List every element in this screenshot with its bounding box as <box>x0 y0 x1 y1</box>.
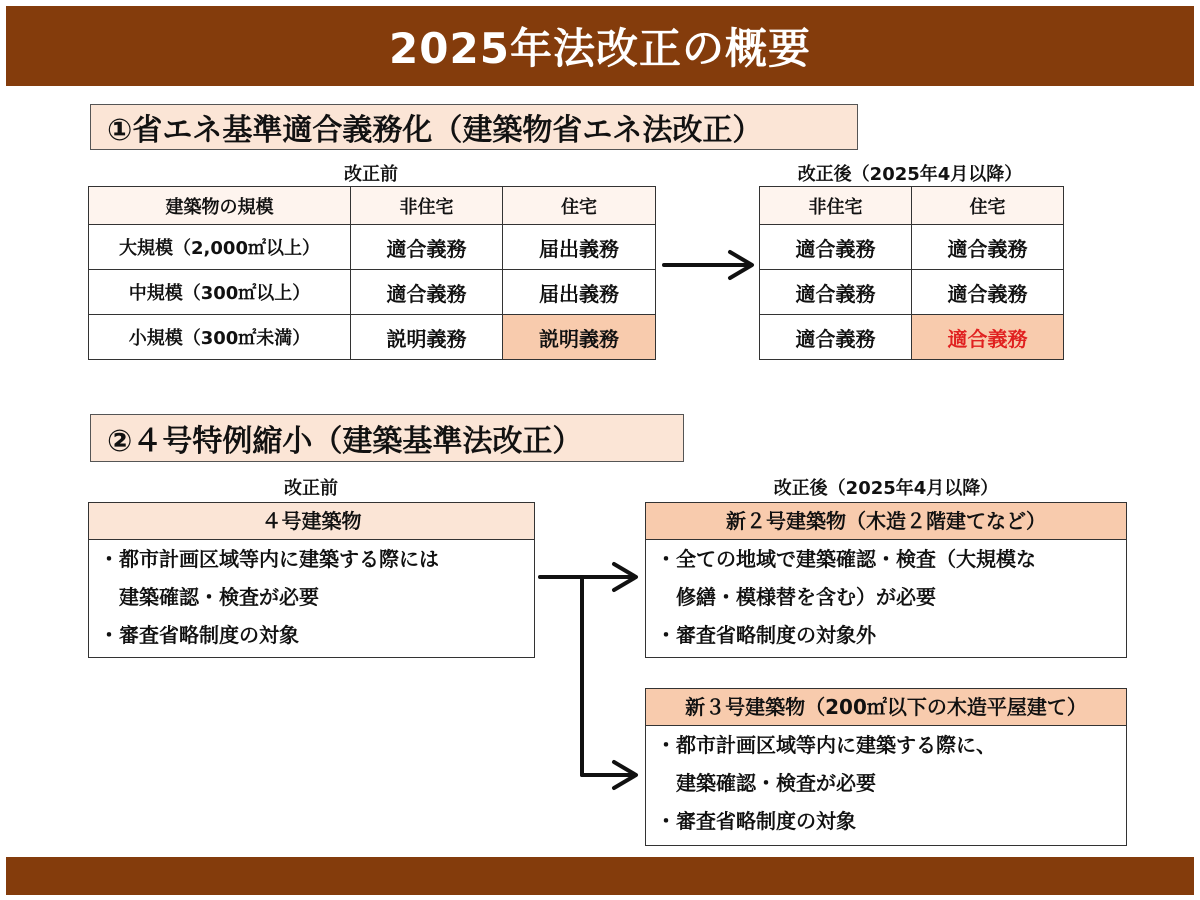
box-heading: 新２号建築物（木造２階建てなど） <box>646 503 1126 540</box>
header-cell: 建築物の規模 <box>89 187 351 225</box>
table-cell: 適合義務 <box>351 225 503 270</box>
box-line: ・都市計画区域等内に建築する際に、 <box>656 733 996 757</box>
box-line: ・審査省略制度の対象 <box>656 809 856 833</box>
box-line: ・全ての地域で建築確認・検査（大規模な <box>656 547 1036 571</box>
header-cell: 非住宅 <box>351 187 503 225</box>
box-line: ・審査省略制度の対象 <box>99 623 299 647</box>
section2-arrow-to-new2 <box>540 564 636 590</box>
table-cell: 大規模（2,000㎡以上） <box>89 225 351 270</box>
page-title: 2025年法改正の概要 <box>389 24 811 73</box>
highlighted-cell: 説明義務 <box>503 315 656 360</box>
box-line: 建築確認・検査が必要 <box>676 771 876 795</box>
section1-title: ①省エネ基準適合義務化（建築物省エネ法改正） <box>90 104 858 150</box>
table-cell: 説明義務 <box>351 315 503 360</box>
section2-after-caption: 改正後（2025年4月以降） <box>773 478 999 499</box>
section2-title: ②４号特例縮小（建築基準法改正） <box>90 414 684 462</box>
section1-after-caption: 改正後（2025年4月以降） <box>797 164 1023 185</box>
section2-arrow-to-new3 <box>582 577 636 788</box>
table-cell: 適合義務 <box>760 315 912 360</box>
box-line: ・審査省略制度の対象外 <box>656 623 876 647</box>
section1-arrow <box>664 252 752 278</box>
box-heading: ４号建築物 <box>89 503 534 540</box>
table-cell: 届出義務 <box>503 270 656 315</box>
header-cell: 住宅 <box>912 187 1064 225</box>
table-cell: 中規模（300㎡以上） <box>89 270 351 315</box>
highlighted-cell: 適合義務 <box>912 315 1064 360</box>
box-line: 修繕・模様替を含む）が必要 <box>676 585 936 609</box>
box-line: 建築確認・検査が必要 <box>119 585 319 609</box>
box-heading: 新３号建築物（200㎡以下の木造平屋建て） <box>646 689 1126 726</box>
table-cell: 適合義務 <box>912 225 1064 270</box>
section1-before-caption: 改正前 <box>344 164 398 185</box>
header-cell: 非住宅 <box>760 187 912 225</box>
table-cell: 適合義務 <box>351 270 503 315</box>
table-cell: 適合義務 <box>760 270 912 315</box>
header-cell: 住宅 <box>503 187 656 225</box>
footer-banner <box>6 857 1194 895</box>
table-cell: 適合義務 <box>912 270 1064 315</box>
section2-before-caption: 改正前 <box>284 478 338 499</box>
table-cell: 適合義務 <box>760 225 912 270</box>
table-cell: 届出義務 <box>503 225 656 270</box>
table-cell: 小規模（300㎡未満） <box>89 315 351 360</box>
box-line: ・都市計画区域等内に建築する際には <box>99 547 439 571</box>
